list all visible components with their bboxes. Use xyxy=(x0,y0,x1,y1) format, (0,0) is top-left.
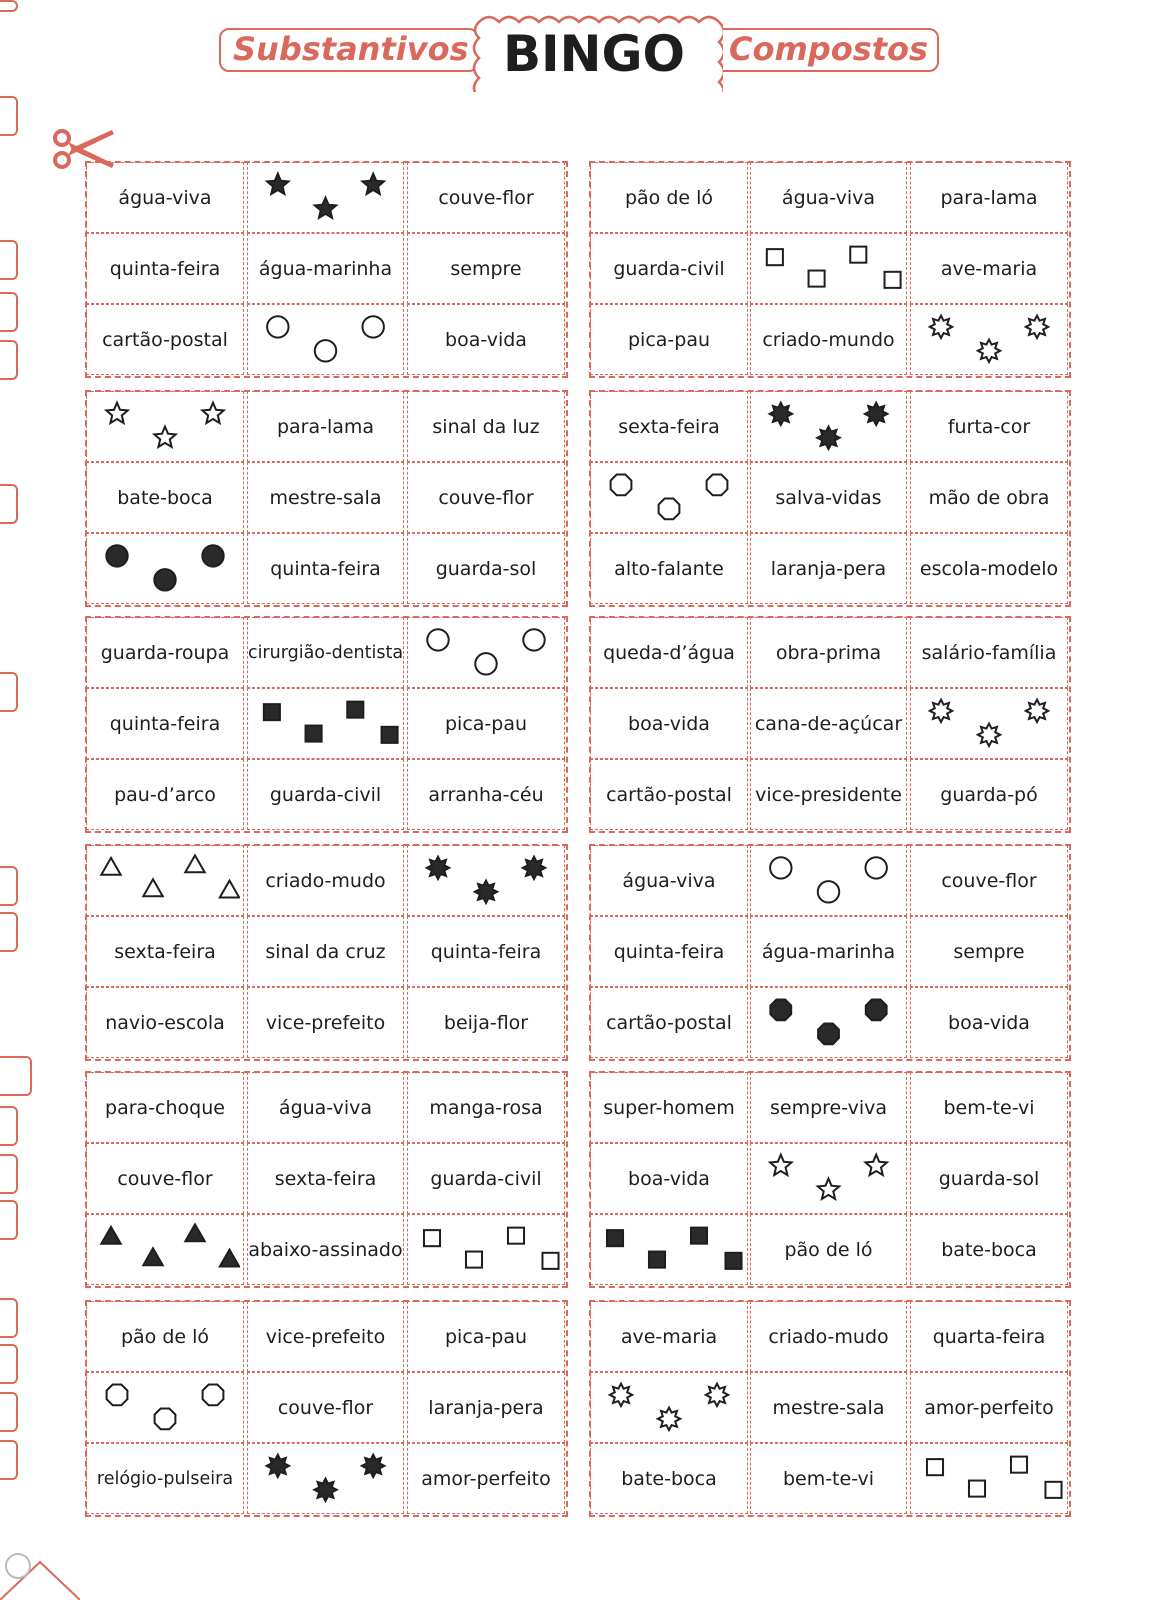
bingo-cell-figure[interactable] xyxy=(407,1214,565,1285)
triangle-shape xyxy=(185,1224,204,1241)
square-shape xyxy=(607,1230,623,1246)
circle-shape xyxy=(865,857,886,878)
bingo-cell[interactable]: sinal da luz xyxy=(407,391,565,462)
bingo-cell[interactable]: sexta-feira xyxy=(247,1143,404,1214)
square-shape xyxy=(649,1252,665,1268)
bingo-cell[interactable]: ave-maria xyxy=(910,233,1068,304)
open-burst-shapes-icon xyxy=(594,1376,744,1439)
bingo-cell[interactable]: criado-mundo xyxy=(750,304,907,375)
burst-shape xyxy=(523,857,545,879)
burst-shape xyxy=(770,403,793,425)
circle-shape xyxy=(315,340,336,361)
filled-burst-shapes-icon xyxy=(251,1447,400,1510)
square-shape xyxy=(1011,1457,1027,1473)
star-shape xyxy=(106,403,127,423)
open-square-shapes-icon xyxy=(754,237,903,300)
bingo-cell[interactable]: mão de obra xyxy=(910,462,1068,533)
open-burst-shapes-icon xyxy=(914,692,1064,755)
circle-shape xyxy=(267,316,288,337)
bingo-cell[interactable]: para-choque xyxy=(86,1072,244,1143)
bingo-cell[interactable]: sexta-feira xyxy=(590,391,748,462)
bingo-cell[interactable]: criado-mudo xyxy=(750,1301,907,1372)
bingo-cell[interactable]: bate-boca xyxy=(86,462,244,533)
burst-shape xyxy=(427,857,449,879)
bingo-cell[interactable]: couve-flor xyxy=(86,1143,244,1214)
bingo-cell[interactable]: pão de ló xyxy=(86,1301,244,1372)
filled-square-shapes-icon xyxy=(594,1218,744,1281)
filled-square-shapes-icon xyxy=(251,692,400,755)
star-shape xyxy=(770,1155,791,1175)
bingo-cell[interactable]: super-homem xyxy=(590,1072,748,1143)
margin-tab xyxy=(0,1154,18,1194)
bingo-cell[interactable]: sempre xyxy=(407,233,565,304)
bingo-cell-figure[interactable] xyxy=(247,1443,404,1514)
open-square-shapes-icon xyxy=(914,1447,1064,1510)
bingo-cell[interactable]: guarda-civil xyxy=(590,233,748,304)
circle-shape xyxy=(523,629,544,650)
square-shape xyxy=(347,702,363,718)
open-octagon-shapes-icon xyxy=(594,466,744,529)
burst-shape xyxy=(1026,700,1048,722)
bingo-cell[interactable]: bate-boca xyxy=(590,1443,748,1514)
margin-tab xyxy=(0,912,18,952)
square-shape xyxy=(466,1252,482,1268)
burst-shape xyxy=(610,1384,632,1406)
burst-shape xyxy=(362,1455,385,1477)
square-shape xyxy=(1045,1482,1061,1498)
bingo-cell[interactable]: boa-vida xyxy=(590,688,748,759)
bingo-cell[interactable]: obra-prima xyxy=(750,617,907,688)
bingo-cell-figure[interactable] xyxy=(247,162,404,233)
bingo-cell-figure[interactable] xyxy=(590,462,748,533)
margin-tab xyxy=(0,1106,18,1146)
bingo-cell-figure[interactable] xyxy=(910,688,1068,759)
square-shape xyxy=(264,704,280,720)
burst-shape xyxy=(267,1455,290,1477)
bingo-cell-figure[interactable] xyxy=(86,1372,244,1443)
circle-shape xyxy=(475,653,496,674)
bingo-cell[interactable]: couve-flor xyxy=(407,462,565,533)
margin-tab xyxy=(0,1056,32,1096)
margin-tab xyxy=(0,866,18,906)
bingo-cell-figure[interactable] xyxy=(750,233,907,304)
bingo-cell-figure[interactable] xyxy=(86,533,244,604)
circle-shape xyxy=(106,545,127,566)
bingo-cell-figure[interactable] xyxy=(750,845,907,916)
bingo-cell[interactable]: guarda-pó xyxy=(910,759,1068,830)
bingo-cell[interactable]: para-lama xyxy=(910,162,1068,233)
filled-star-shapes-icon xyxy=(251,166,400,229)
bingo-cell[interactable]: alto-falante xyxy=(590,533,748,604)
bingo-cell[interactable]: amor-perfeito xyxy=(910,1372,1068,1443)
margin-tab xyxy=(0,1344,18,1384)
square-shape xyxy=(424,1230,440,1246)
bingo-cell[interactable]: beija-flor xyxy=(407,987,565,1058)
burst-shape xyxy=(706,1384,728,1406)
bingo-cell-figure[interactable] xyxy=(910,1443,1068,1514)
title-left-label: Substantivos xyxy=(219,28,479,72)
circle-shape xyxy=(362,316,383,337)
bingo-cell[interactable]: boa-vida xyxy=(910,987,1068,1058)
title-bingo: BINGO xyxy=(502,25,686,83)
bingo-cell[interactable]: vice-presidente xyxy=(750,759,907,830)
margin-tab xyxy=(0,484,18,524)
open-square-shapes-icon xyxy=(411,1218,561,1281)
bingo-cell[interactable]: pica-pau xyxy=(407,1301,565,1372)
bingo-cell[interactable]: quarta-feira xyxy=(910,1301,1068,1372)
octagon-shape xyxy=(155,1409,176,1430)
bingo-cell-figure[interactable] xyxy=(590,1214,748,1285)
bingo-cell[interactable]: bem-te-vi xyxy=(910,1072,1068,1143)
bingo-cell[interactable]: furta-cor xyxy=(910,391,1068,462)
burst-shape xyxy=(1026,316,1048,338)
bingo-cell-figure[interactable] xyxy=(247,688,404,759)
square-shape xyxy=(725,1253,741,1269)
bingo-cell[interactable]: mestre-sala xyxy=(247,462,404,533)
bingo-cell[interactable]: cirurgião-dentista xyxy=(247,617,404,688)
bingo-cell[interactable]: quinta-feira xyxy=(247,533,404,604)
bingo-cell[interactable]: cartão-postal xyxy=(590,759,748,830)
bingo-cell[interactable]: água-viva xyxy=(750,162,907,233)
burst-shape xyxy=(930,316,952,338)
octagon-shape xyxy=(107,1385,128,1406)
square-shape xyxy=(850,247,866,263)
bingo-cell[interactable]: escola-modelo xyxy=(910,533,1068,604)
bingo-cell[interactable]: guarda-civil xyxy=(247,759,404,830)
square-shape xyxy=(382,727,398,743)
bingo-cell[interactable]: quinta-feira xyxy=(407,916,565,987)
bingo-cell[interactable]: bate-boca xyxy=(910,1214,1068,1285)
burst-shape xyxy=(930,700,952,722)
bingo-cell[interactable]: cartão-postal xyxy=(86,304,244,375)
square-shape xyxy=(691,1228,707,1244)
octagon-shape xyxy=(659,499,680,520)
bingo-cell[interactable]: couve-flor xyxy=(407,162,565,233)
bingo-cell[interactable]: quinta-feira xyxy=(590,916,748,987)
star-shape xyxy=(866,1155,887,1175)
bingo-cell[interactable]: quinta-feira xyxy=(86,688,244,759)
bingo-cell-figure[interactable] xyxy=(407,845,565,916)
bingo-cell[interactable]: queda-d’água xyxy=(590,617,748,688)
filled-circle-shapes-icon xyxy=(90,537,240,600)
bingo-cell[interactable]: bem-te-vi xyxy=(750,1443,907,1514)
circle-shape xyxy=(202,545,223,566)
triangle-shape xyxy=(143,1248,162,1265)
bingo-cell[interactable]: pão de ló xyxy=(750,1214,907,1285)
triangle-shape xyxy=(101,858,120,875)
filled-octagon-shapes-icon xyxy=(754,991,903,1054)
octagon-shape xyxy=(611,475,632,496)
square-shape xyxy=(306,726,322,742)
bingo-cell[interactable]: mestre-sala xyxy=(750,1372,907,1443)
bingo-cell[interactable]: quinta-feira xyxy=(86,233,244,304)
bingo-cell-figure[interactable] xyxy=(750,987,907,1058)
bingo-cell-figure[interactable] xyxy=(590,1372,748,1443)
bingo-cell[interactable]: sinal da cruz xyxy=(247,916,404,987)
octagon-shape xyxy=(818,1024,839,1045)
margin-tab xyxy=(0,1298,18,1338)
bingo-cell-figure[interactable] xyxy=(86,391,244,462)
bingo-cell[interactable]: ave-maria xyxy=(590,1301,748,1372)
filled-burst-shapes-icon xyxy=(411,849,561,912)
bingo-cell[interactable]: abaixo-assinado xyxy=(247,1214,404,1285)
triangle-shape xyxy=(143,879,162,896)
bingo-cell[interactable]: laranja-pera xyxy=(407,1372,565,1443)
bingo-cell-figure[interactable] xyxy=(750,391,907,462)
bingo-cell[interactable]: couve-flor xyxy=(910,845,1068,916)
title-right-label: Compostos xyxy=(713,28,939,72)
open-triangle-shapes-icon xyxy=(90,849,240,912)
bingo-cell[interactable]: sempre xyxy=(910,916,1068,987)
bingo-cell[interactable]: criado-mudo xyxy=(247,845,404,916)
open-burst-shapes-icon xyxy=(914,308,1064,371)
star-shape xyxy=(363,174,384,194)
open-circle-shapes-icon xyxy=(754,849,903,912)
bingo-cell[interactable]: sexta-feira xyxy=(86,916,244,987)
bingo-cell[interactable]: couve-flor xyxy=(247,1372,404,1443)
burst-shape xyxy=(978,340,1000,363)
margin-tab xyxy=(0,672,18,712)
bingo-cell[interactable]: boa-vida xyxy=(407,304,565,375)
title-banner xyxy=(219,14,939,92)
burst-shape xyxy=(314,1479,336,1502)
bingo-cell[interactable]: cana-de-açúcar xyxy=(750,688,907,759)
triangle-shape xyxy=(220,881,239,898)
burst-shape xyxy=(658,1408,680,1431)
open-star-shapes-icon xyxy=(90,395,240,458)
filled-triangle-shapes-icon xyxy=(90,1218,240,1281)
triangle-shape xyxy=(101,1227,120,1244)
burst-shape xyxy=(865,403,888,425)
bingo-cell[interactable]: amor-perfeito xyxy=(407,1443,565,1514)
bingo-cell[interactable]: guarda-civil xyxy=(407,1143,565,1214)
bingo-cell[interactable]: água-viva xyxy=(86,162,244,233)
margin-tab xyxy=(0,1200,18,1240)
bingo-cell[interactable]: pau-d’arco xyxy=(86,759,244,830)
star-shape xyxy=(202,403,223,423)
bingo-cell[interactable]: guarda-sol xyxy=(910,1143,1068,1214)
bingo-cell-figure[interactable] xyxy=(407,617,565,688)
bingo-cell-figure[interactable] xyxy=(247,304,404,375)
bingo-cell[interactable]: vice-prefeito xyxy=(247,987,404,1058)
bingo-cell[interactable]: manga-rosa xyxy=(407,1072,565,1143)
circle-shape xyxy=(770,857,791,878)
square-shape xyxy=(767,249,783,265)
bingo-cell[interactable]: pica-pau xyxy=(407,688,565,759)
bingo-cell[interactable]: cartão-postal xyxy=(590,987,748,1058)
star-shape xyxy=(154,427,175,447)
star-shape xyxy=(818,1179,839,1199)
octagon-shape xyxy=(770,1000,791,1021)
circle-shape xyxy=(427,629,448,650)
bingo-cell[interactable]: água-viva xyxy=(590,845,748,916)
bingo-cell[interactable]: água-marinha xyxy=(247,233,404,304)
bingo-cell-figure[interactable] xyxy=(910,304,1068,375)
margin-tab xyxy=(0,240,18,280)
margin-tab xyxy=(0,340,18,380)
bingo-cell[interactable]: laranja-pera xyxy=(750,533,907,604)
circle-shape xyxy=(818,881,839,902)
margin-tab xyxy=(0,292,18,332)
bingo-cell[interactable]: navio-escola xyxy=(86,987,244,1058)
bingo-cell[interactable]: água-marinha xyxy=(750,916,907,987)
bingo-cell[interactable]: sempre-viva xyxy=(750,1072,907,1143)
square-shape xyxy=(969,1481,985,1497)
square-shape xyxy=(927,1459,943,1475)
bingo-cell-figure[interactable] xyxy=(86,845,244,916)
bingo-cell[interactable]: salva-vidas xyxy=(750,462,907,533)
bingo-cell-figure[interactable] xyxy=(86,1214,244,1285)
page-corner xyxy=(0,1520,80,1600)
burst-shape xyxy=(978,724,1000,747)
bingo-cell[interactable]: relógio-pulseira xyxy=(86,1443,244,1514)
open-star-shapes-icon xyxy=(754,1147,903,1210)
bingo-cell[interactable]: guarda-sol xyxy=(407,533,565,604)
bingo-cell[interactable]: pica-pau xyxy=(590,304,748,375)
burst-shape xyxy=(817,427,839,450)
bingo-cell[interactable]: salário-família xyxy=(910,617,1068,688)
triangle-shape xyxy=(220,1250,239,1267)
bingo-cell-figure[interactable] xyxy=(750,1143,907,1214)
margin-tab xyxy=(0,1440,18,1480)
octagon-shape xyxy=(866,1000,887,1021)
margin-tab xyxy=(0,96,18,136)
star-shape xyxy=(315,198,336,218)
bingo-cell[interactable]: pão de ló xyxy=(590,162,748,233)
octagon-shape xyxy=(203,1385,224,1406)
bingo-cell[interactable]: boa-vida xyxy=(590,1143,748,1214)
square-shape xyxy=(542,1253,558,1269)
square-shape xyxy=(885,272,901,288)
filled-burst-shapes-icon xyxy=(754,395,903,458)
open-circle-shapes-icon xyxy=(411,621,561,684)
margin-tab xyxy=(0,0,18,12)
bingo-cell[interactable]: para-lama xyxy=(247,391,404,462)
octagon-shape xyxy=(707,475,728,496)
square-shape xyxy=(508,1228,524,1244)
bingo-cell[interactable]: guarda-roupa xyxy=(86,617,244,688)
circle-shape xyxy=(154,569,175,590)
burst-shape xyxy=(475,881,497,904)
bingo-cell[interactable]: água-viva xyxy=(247,1072,404,1143)
star-shape xyxy=(267,174,288,194)
bingo-cell[interactable]: vice-prefeito xyxy=(247,1301,404,1372)
margin-tab xyxy=(0,1392,18,1432)
open-octagon-shapes-icon xyxy=(90,1376,240,1439)
open-circle-shapes-icon xyxy=(251,308,400,371)
triangle-shape xyxy=(185,855,204,872)
square-shape xyxy=(809,271,825,287)
bingo-cell[interactable]: arranha-céu xyxy=(407,759,565,830)
